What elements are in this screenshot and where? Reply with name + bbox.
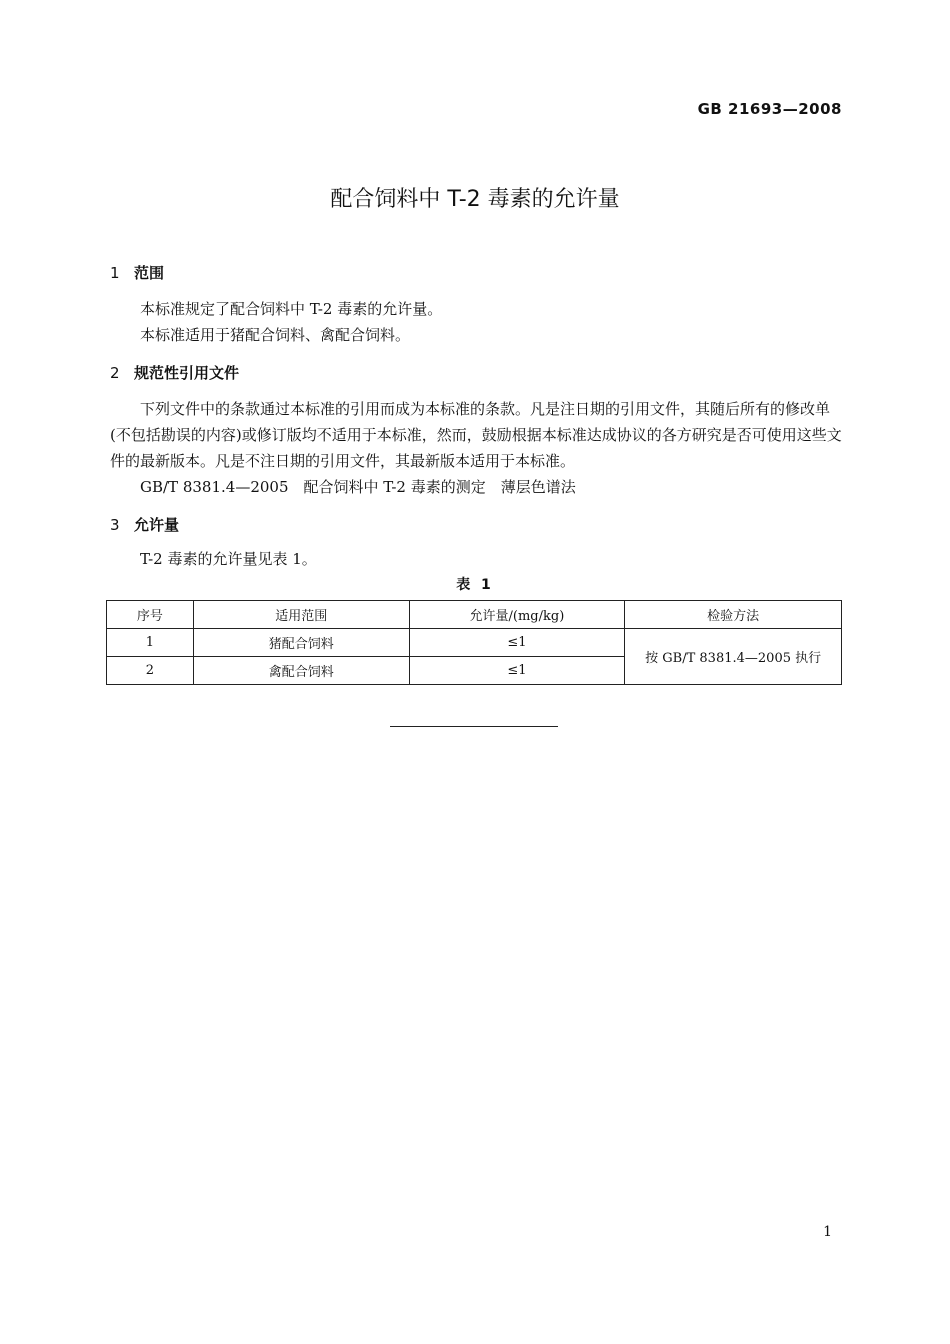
section-title: 允许量 (134, 516, 180, 534)
section-number: 2 (110, 364, 120, 382)
page-number: 1 (823, 1224, 832, 1240)
header-cell-index: 序号 (107, 601, 194, 629)
standard-code: GB 21693—2008 (697, 100, 842, 118)
section-body-normative-references (110, 396, 842, 500)
cell-index: 2 (107, 657, 194, 685)
section-heading-scope (110, 262, 164, 283)
paragraph: 下列文件中的条款通过本标准的引用而成为本标准的条款。凡是注日期的引用文件，其随后所有的修改单(不包括勘误的内容)或修订版均不适用于本标准，然而，鼓励根据本标准达成协议的各方研究是否可使用这些文件的最新版本。凡是不注日期的引用文件，其最新版本适用于本标准。 (110, 400, 842, 470)
table-row (107, 629, 842, 657)
cell-limit: ≤1 (409, 657, 625, 685)
paragraph: 本标准规定了配合饲料中 T-2 毒素的允许量。 (140, 300, 443, 318)
cell-limit: ≤1 (409, 629, 625, 657)
paragraph: T-2 毒素的允许量见表 1。 (140, 550, 317, 568)
end-of-document-rule (390, 726, 558, 727)
cell-scope: 猪配合饲料 (193, 629, 409, 657)
document-title: 配合饲料中 T-2 毒素的允许量 (330, 187, 620, 212)
header-cell-scope: 适用范围 (193, 601, 409, 629)
table-caption: 表 1 (456, 577, 494, 593)
section-title: 规范性引用文件 (134, 364, 240, 382)
section-number: 3 (110, 516, 120, 534)
limits-table (106, 600, 842, 685)
section-body-allowable-limit (110, 546, 842, 572)
cell-index: 1 (107, 629, 194, 657)
header-cell-method: 检验方法 (625, 601, 842, 629)
section-heading-allowable-limit (110, 514, 179, 535)
table-header-row (107, 601, 842, 629)
reference-entry: GB/T 8381.4—2005 配合饲料中 T-2 毒素的测定 薄层色谱法 (140, 478, 576, 496)
section-heading-normative-references (110, 362, 239, 383)
section-number: 1 (110, 264, 120, 282)
cell-method: 按 GB/T 8381.4—2005 执行 (625, 629, 842, 685)
section-title: 范围 (134, 264, 165, 282)
paragraph: 本标准适用于猪配合饲料、禽配合饲料。 (140, 326, 411, 344)
cell-scope: 禽配合饲料 (193, 657, 409, 685)
header-cell-limit: 允许量/(mg/kg) (409, 601, 625, 629)
section-body-scope (110, 296, 842, 348)
